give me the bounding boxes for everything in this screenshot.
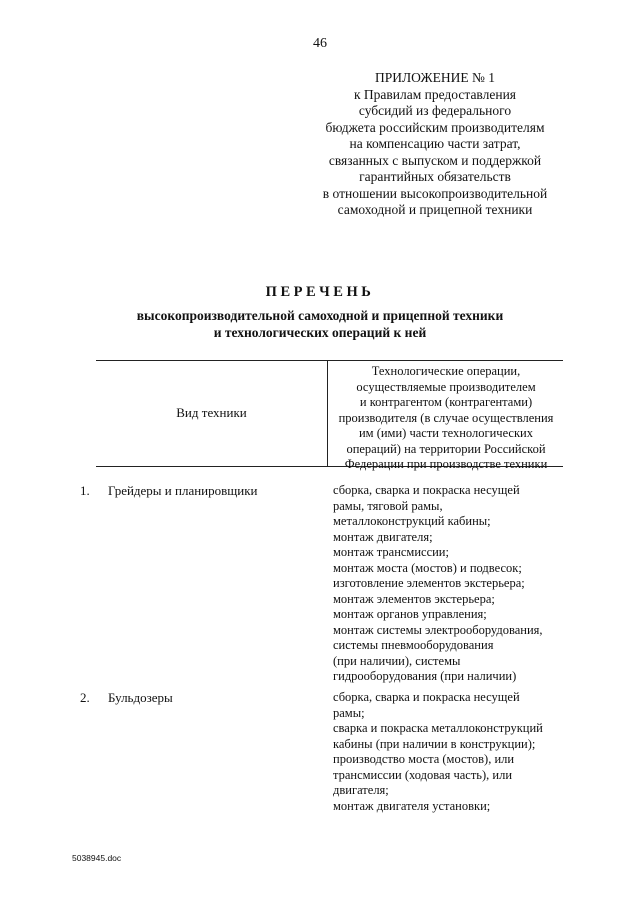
operation-line: монтаж трансмиссии; xyxy=(333,545,449,559)
table-header-operations xyxy=(330,364,562,473)
row-number: 1. xyxy=(80,483,90,498)
operation-line: производство моста (мостов), или xyxy=(333,752,515,766)
table-top-rule xyxy=(96,360,563,361)
operation-line: двигателя; xyxy=(333,783,389,797)
operation-line: изготовление элементов экстерьера; xyxy=(333,576,525,590)
appendix-line: на компенсацию части затрат, xyxy=(349,136,521,151)
operation-line: монтаж моста (мостов) и подвесок; xyxy=(333,560,522,575)
header-line: им (ими) части технологических xyxy=(358,426,533,440)
operation-line: сборка, сварка и покраска несущей xyxy=(333,483,520,497)
appendix-line: бюджета российским производителям xyxy=(325,119,545,135)
header-line: Федерации при производстве техники xyxy=(344,457,548,471)
header-line: и контрагентом (контрагентами) xyxy=(359,395,533,409)
operation-line: монтаж системы электрооборудования, xyxy=(333,622,543,637)
header-line: производителя (в случае осуществления xyxy=(338,410,554,425)
header-line: операций) на территории Российской xyxy=(346,441,546,456)
row-operations xyxy=(333,483,573,685)
operation-line: металлоконструкций кабины; xyxy=(333,514,491,528)
document-title: ПЕРЕЧЕНЬ xyxy=(265,284,375,300)
header-line: осуществляемые производителем xyxy=(356,379,536,394)
row-number: 2. xyxy=(80,690,90,705)
operation-line: кабины (при наличии в конструкции); xyxy=(333,736,536,751)
operation-line: трансмиссии (ходовая часть), или xyxy=(333,767,513,782)
operation-line: (при наличии), системы xyxy=(333,653,461,668)
appendix-line: к Правилам предоставления xyxy=(353,86,517,102)
appendix-line: самоходной и прицепной техники xyxy=(337,202,533,217)
appendix-header xyxy=(285,70,585,219)
operation-line: монтаж органов управления; xyxy=(333,607,487,621)
operation-line: рамы; xyxy=(333,705,365,720)
appendix-line: субсидий из федерального xyxy=(358,103,512,118)
row-operations xyxy=(333,690,573,814)
operation-line: гидрооборудования (при наличии) xyxy=(333,669,517,683)
appendix-line: в отношении высокопроизводительной xyxy=(322,185,548,201)
appendix-line: гарантийных обязательств xyxy=(359,169,511,184)
header-line: Технологические операции, xyxy=(371,364,521,378)
document-subtitle xyxy=(0,307,640,341)
operation-line: системы пневмооборудования xyxy=(333,638,494,652)
operation-line: монтаж элементов экстерьера; xyxy=(333,591,495,606)
operation-line: сварка и покраска металлоконструкций xyxy=(333,721,543,735)
operation-line: сборка, сварка и покраска несущей xyxy=(333,690,520,704)
subtitle-line: и технологических операций к ней xyxy=(213,325,427,340)
table-header-equipment-type: Вид техники xyxy=(176,405,247,420)
operation-line: монтаж двигателя; xyxy=(333,529,433,544)
page-number: 46 xyxy=(313,36,327,51)
subtitle-line: высокопроизводительной самоходной и прицепной техники xyxy=(136,308,504,323)
appendix-line: связанных с выпуском и поддержкой xyxy=(328,152,542,168)
row-equipment-name: Бульдозеры xyxy=(108,690,173,705)
operation-line: монтаж двигателя установки; xyxy=(333,798,491,813)
row-equipment-name: Грейдеры и планировщики xyxy=(108,483,258,498)
operation-line: рамы, тяговой рамы, xyxy=(333,498,443,513)
table-column-divider xyxy=(327,360,328,467)
footer-filename: 5038945.doc xyxy=(72,853,122,863)
appendix-line: ПРИЛОЖЕНИЕ № 1 xyxy=(374,70,496,85)
